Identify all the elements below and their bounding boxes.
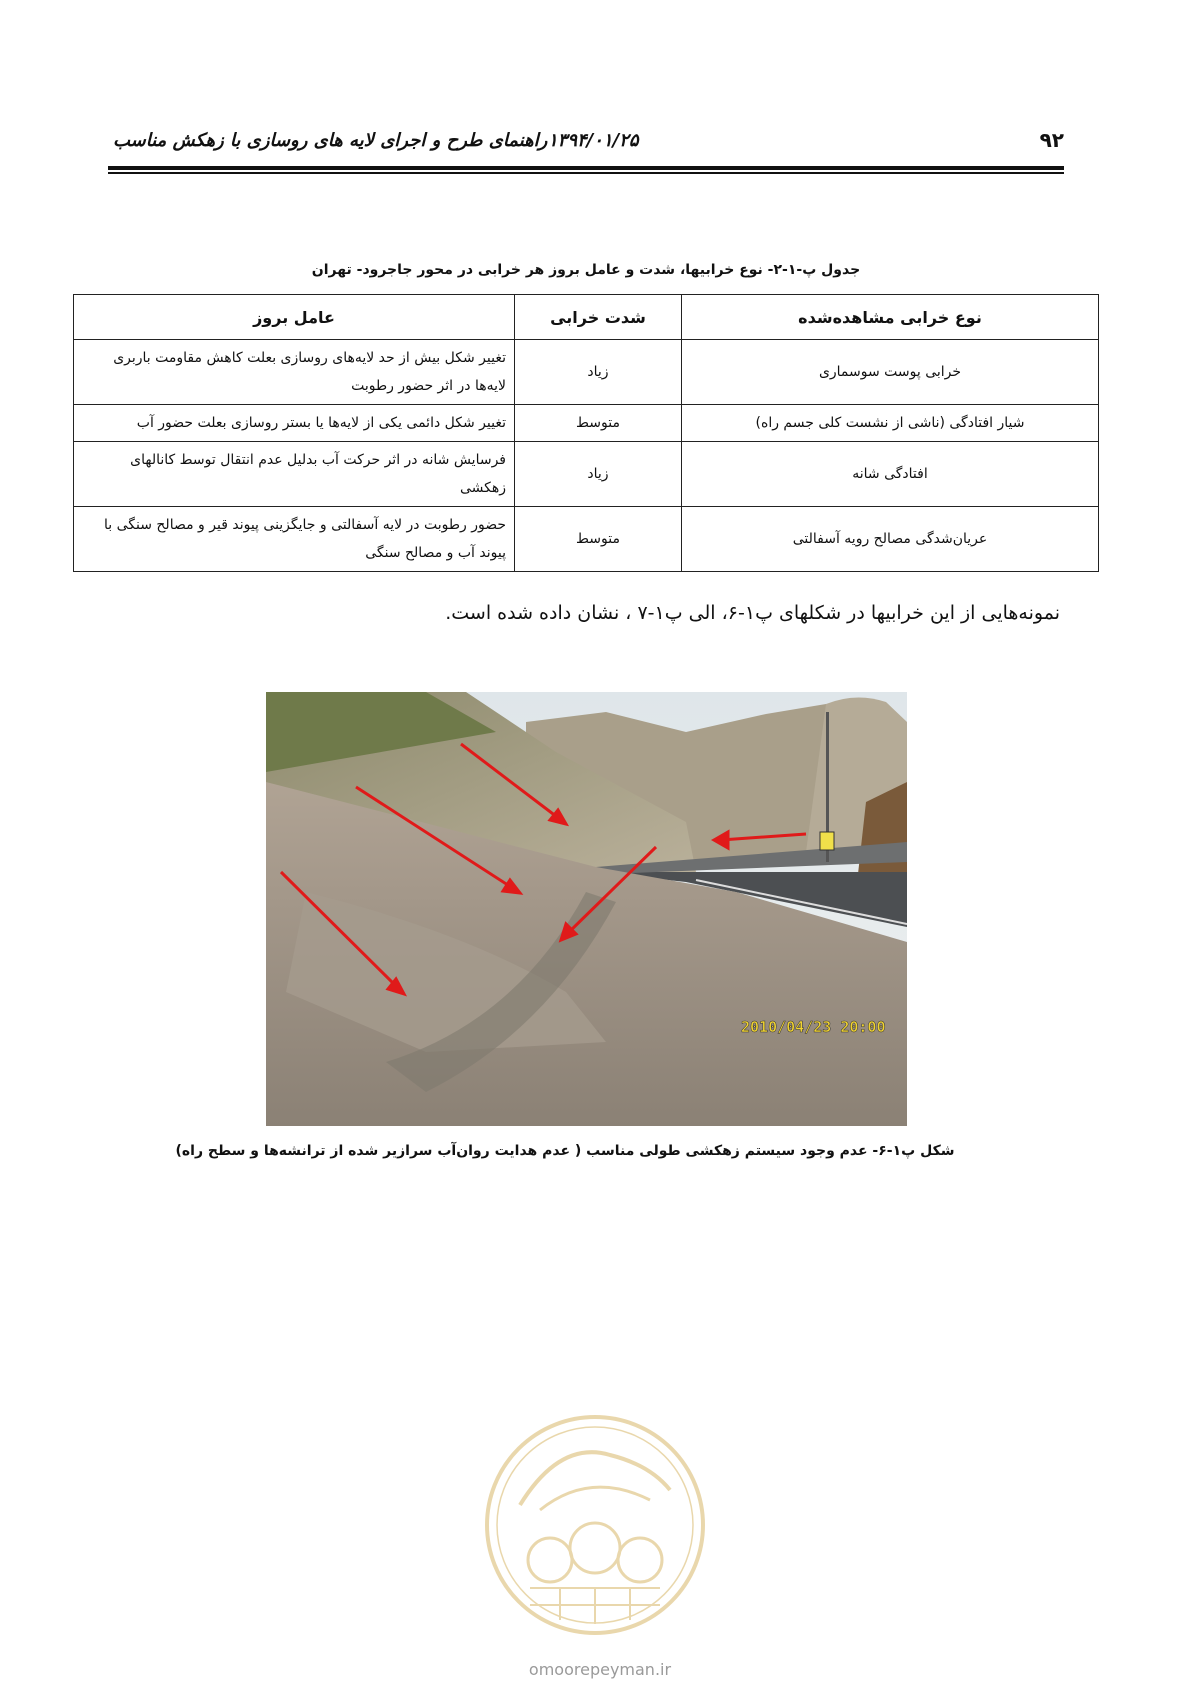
column-header-cause: عامل بروز [74, 295, 515, 340]
table-row [74, 442, 1099, 507]
page-header [108, 128, 1064, 168]
table-row [74, 405, 1099, 442]
table-row [74, 340, 1099, 405]
watermark-url: omoorepeyman.ir [528, 1660, 672, 1679]
header-rule [108, 166, 1064, 170]
cell-type: شیار افتادگی (ناشی از نشست کلی جسم راه) [682, 405, 1099, 442]
photo-illustration [266, 692, 907, 1126]
cell-cause: حضور رطوبت در لایه آسفالتی و جایگزینی پیوند قیر و مصالح سنگی با پیوند آب و مصالح سنگی [74, 507, 515, 572]
cell-severity: متوسط [515, 507, 682, 572]
damage-table [73, 294, 1099, 572]
watermark-seal-icon [480, 1410, 710, 1640]
cell-severity: متوسط [515, 405, 682, 442]
column-header-type: نوع خرابی مشاهده‌شده [682, 295, 1099, 340]
cell-cause: فرسایش شانه در اثر حرکت آب بدلیل عدم انتقال توسط کانالهای زهکشی [74, 442, 515, 507]
cell-severity: زیاد [515, 442, 682, 507]
cell-type: عریان‌شدگی مصالح رویه آسفالتی [682, 507, 1099, 572]
cell-type: خرابی پوست سوسماری [682, 340, 1099, 405]
photo-timestamp: 2010/04/23 20:00 [741, 1018, 886, 1036]
header-date: ۱۳۹۴/۰۱/۲۵ [548, 130, 639, 151]
table-caption: جدول پ-۱-۲- نوع خرابیها، شدت و عامل بروز هر خرابی در محور جاجرود- تهران [311, 262, 861, 278]
body-paragraph: نمونه‌هایی از این خرابیها در شکلهای پ۱-۶، الی پ۱-۷ ، نشان داده شده است. [445, 602, 1060, 624]
cell-cause: تغییر شکل دائمی یکی از لایه‌ها یا بستر روسازی بعلت حضور آب [74, 405, 515, 442]
table-header-row [74, 295, 1099, 340]
column-header-severity: شدت خرابی [515, 295, 682, 340]
roadside-drainage-photo [266, 692, 907, 1126]
header-rule-thin [108, 172, 1064, 174]
cell-severity: زیاد [515, 340, 682, 405]
page-number: ۹۲ [1039, 128, 1064, 152]
figure-caption: شکل پ۱-۶- عدم وجود سیستم زهکشی طولی مناسب ( عدم هدایت روان‌آب سرازیر شده از ترانشه‌ها و سطح راه) [175, 1143, 955, 1159]
table-row [74, 507, 1099, 572]
cell-cause: تغییر شکل بیش از حد لایه‌های روسازی بعلت کاهش مقاومت باربری لایه‌ها در اثر حضور رطوبت [74, 340, 515, 405]
cell-type: افتادگی شانه [682, 442, 1099, 507]
watermark-logo [480, 1410, 710, 1640]
running-title: راهنمای طرح و اجرای لایه های روسازی با زهکش مناسب [113, 130, 548, 151]
